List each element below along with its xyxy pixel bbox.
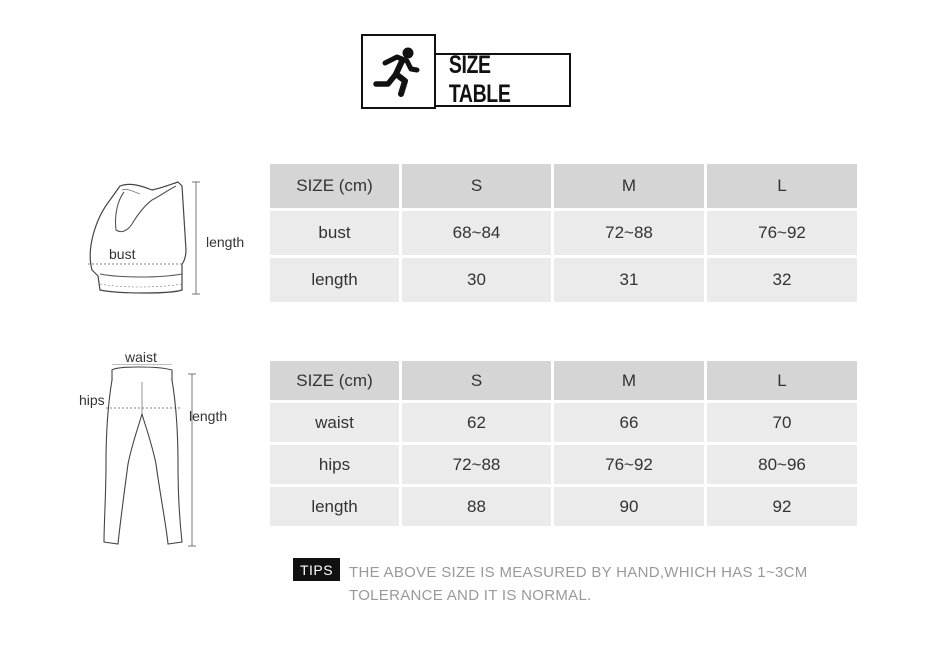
- table-header-row: [270, 164, 857, 208]
- header-cell: L: [707, 164, 857, 208]
- table-cell: 72~88: [554, 211, 704, 255]
- header-cell: S: [402, 361, 551, 400]
- bra-size-table: [270, 164, 857, 302]
- header-cell: M: [554, 361, 704, 400]
- table-cell: 32: [707, 258, 857, 302]
- table-row: [270, 403, 857, 442]
- hips-label: hips: [79, 392, 105, 408]
- table-cell: 66: [554, 403, 704, 442]
- header-cell: SIZE (cm): [270, 164, 399, 208]
- bra-length-label: length: [206, 234, 245, 250]
- header-cell: L: [707, 361, 857, 400]
- row-label-cell: length: [270, 258, 399, 302]
- row-label-cell: waist: [270, 403, 399, 442]
- table-cell: 68~84: [402, 211, 551, 255]
- table-header-row: [270, 361, 857, 400]
- table-cell: 62: [402, 403, 551, 442]
- table-row: [270, 211, 857, 255]
- bust-label: bust: [109, 246, 136, 262]
- header-cell: M: [554, 164, 704, 208]
- table-cell: 80~96: [707, 445, 857, 484]
- leggings-length-label: length: [189, 408, 228, 424]
- table-cell: 92: [707, 487, 857, 526]
- header-cell: S: [402, 164, 551, 208]
- waist-label: waist: [125, 349, 157, 365]
- row-label-cell: hips: [270, 445, 399, 484]
- table-row: [270, 258, 857, 302]
- table-cell: 70: [707, 403, 857, 442]
- row-label-cell: length: [270, 487, 399, 526]
- table-cell: 76~92: [554, 445, 704, 484]
- table-row: [270, 445, 857, 484]
- row-label-cell: bust: [270, 211, 399, 255]
- table-cell: 76~92: [707, 211, 857, 255]
- table-cell: 31: [554, 258, 704, 302]
- tips-badge: TIPS: [293, 558, 340, 581]
- page-title: SIZE TABLE: [434, 53, 571, 107]
- tips-text: [349, 561, 869, 607]
- table-cell: 90: [554, 487, 704, 526]
- table-cell: 30: [402, 258, 551, 302]
- running-man-icon: [361, 34, 436, 109]
- table-cell: 72~88: [402, 445, 551, 484]
- tips-line-2: TOLERANCE AND IT IS NORMAL.: [349, 587, 592, 604]
- leggings-size-table: [270, 361, 857, 526]
- tips-line-1: THE ABOVE SIZE IS MEASURED BY HAND,WHICH HAS 1~3CM: [349, 564, 808, 581]
- leggings-diagram: [98, 364, 208, 559]
- table-row: [270, 487, 857, 526]
- header-cell: SIZE (cm): [270, 361, 399, 400]
- table-cell: 88: [402, 487, 551, 526]
